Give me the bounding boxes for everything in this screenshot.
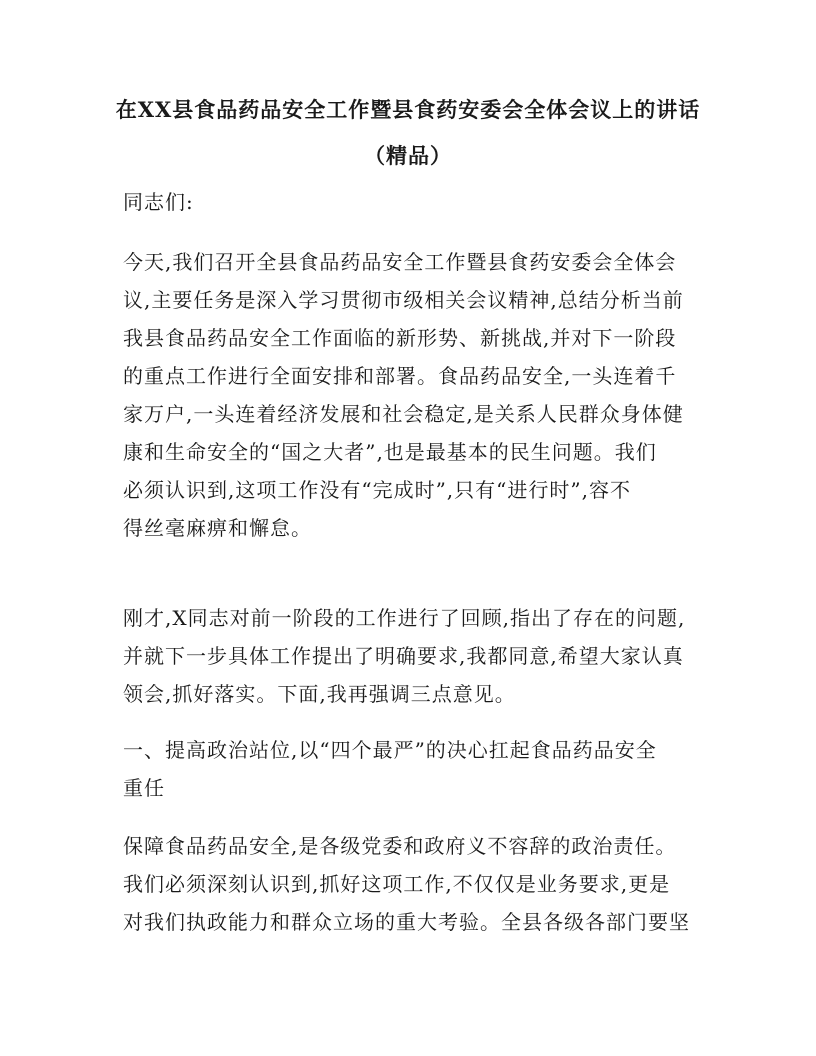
document-title-suffix: （精品） (364, 143, 452, 168)
paragraph-1 (123, 243, 698, 547)
section-heading-1 (123, 731, 698, 807)
paragraph-line: 对我们执政能力和群众立场的重大考验。全县各级各部门要坚 (123, 910, 690, 934)
paragraph-line: 我县食品药品安全工作面临的新形势、新挑战,并对下一阶段 (123, 326, 677, 350)
paragraph-2 (123, 599, 698, 713)
salutation: 同志们: (123, 190, 194, 214)
heading-line: 重任 (123, 776, 165, 800)
paragraph-line: 得丝毫麻痹和懈怠。 (123, 516, 312, 540)
heading-line: 一、提高政治站位,以“四个最严”的决心扛起食品药品安全 (123, 738, 657, 762)
paragraph-line: 领会,抓好落实。下面,我再强调三点意见。 (123, 682, 516, 706)
document-title: 在XX县食品药品安全工作暨县食药安委会全体会议上的讲话 (115, 97, 701, 122)
paragraph-line: 保障食品药品安全,是各级党委和政府义不容辞的政治责任。 (123, 834, 677, 858)
paragraph-line: 康和生命安全的“国之大者”,也是最基本的民生问题。我们 (123, 440, 657, 464)
paragraph-3 (123, 827, 698, 941)
paragraph-line: 我们必须深刻认识到,抓好这项工作,不仅仅是业务要求,更是 (123, 872, 671, 896)
paragraph-line: 并就下一步具体工作提出了明确要求,我都同意,希望大家认真 (123, 644, 684, 668)
paragraph-line: 的重点工作进行全面安排和部署。食品药品安全,一头连着千 (123, 364, 677, 388)
paragraph-line: 刚才,X同志对前一阶段的工作进行了回顾,指出了存在的问题, (123, 606, 686, 630)
paragraph-line: 家万户,一头连着经济发展和社会稳定,是关系人民群众身体健 (123, 402, 684, 426)
paragraph-line: 议,主要任务是深入学习贯彻市级相关会议精神,总结分析当前 (123, 288, 684, 312)
paragraph-line: 今天,我们召开全县食品药品安全工作暨县食药安委会全体会 (123, 250, 677, 274)
paragraph-line: 必须认识到,这项工作没有“完成时”,只有“进行时”,容不 (123, 478, 631, 502)
